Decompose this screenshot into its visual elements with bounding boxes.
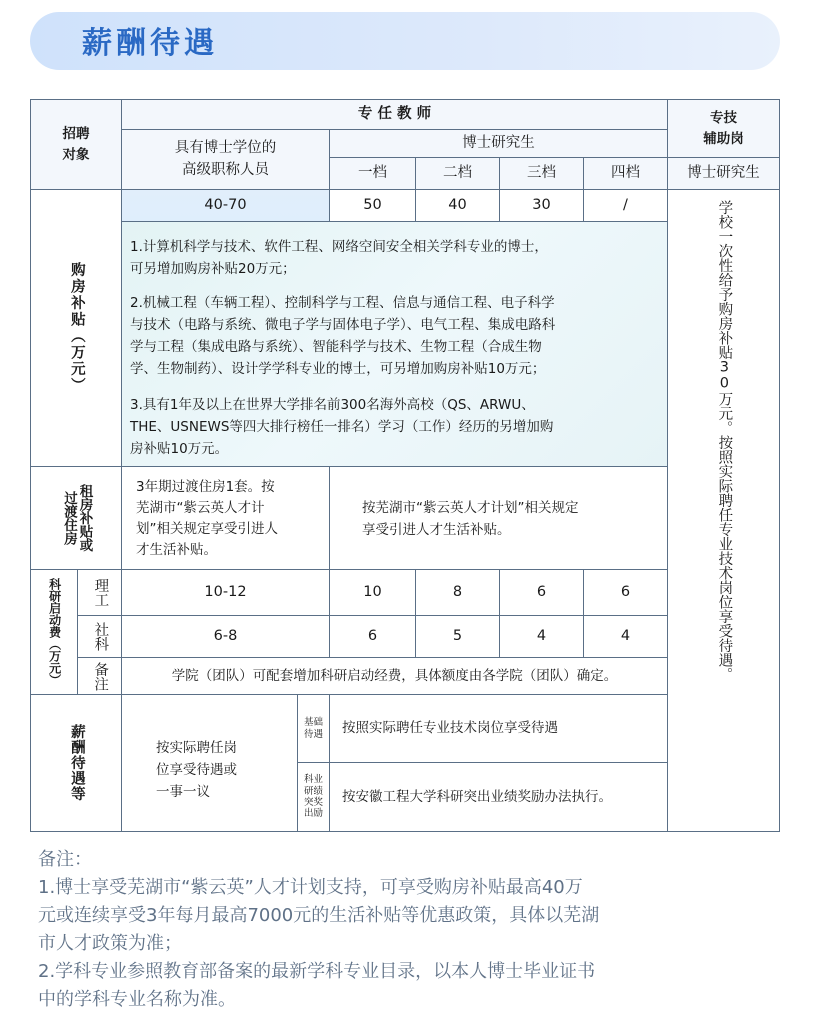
salary-senior-text [156, 737, 237, 803]
salary-award-label-line3: 突奖 [303, 797, 323, 808]
research-remark: 学院（团队）可配套增加科研启动经费，具体额度由各学院（团队）确定。 [121, 657, 668, 695]
housing-note-1-line1: 1.计算机科学与技术、软件工程、网络空间安全相关学科专业的博士， [130, 239, 548, 255]
header-recruit-target-line1: 招聘 [62, 126, 90, 143]
research-soc-tier4: 4 [583, 615, 668, 658]
salary-senior-line1: 按实际聘任岗 [156, 740, 237, 756]
rental-senior-line4: 才生活补贴。 [136, 542, 217, 558]
research-soc-senior: 6-8 [121, 615, 330, 658]
salary-basic: 按照实际聘任专业技术岗位享受待遇 [329, 694, 668, 763]
housing-senior: 40-70 [121, 189, 330, 222]
salary-award-label-line4: 出励 [303, 808, 323, 820]
salary-award-label-line1: 科业 [303, 774, 323, 786]
housing-note-3-line3: 房补贴10万元。 [130, 441, 229, 457]
research-sci-label-text: 理工 [92, 578, 109, 607]
housing-tier4: / [583, 189, 668, 222]
header-tier4: 四档 [583, 157, 668, 190]
rental-senior-text [136, 477, 278, 561]
housing-note-3-line2: THE、USNEWS等四大排行榜任一排名）学习（工作）经历的另增加购 [130, 419, 554, 435]
header-teacher: 专 任 教 师 [121, 99, 668, 130]
header-support-line1: 专技 [710, 110, 737, 127]
salary-award-label-line2: 研绩 [303, 785, 323, 797]
research-sci-tier1: 10 [329, 569, 416, 616]
research-remark-label-text: 备注 [92, 661, 109, 691]
note-1-line1: 1.博士享受芜湖市“紫云英”人才计划支持，可享受购房补贴最高40万 [38, 877, 583, 898]
rental-phd-text [362, 497, 579, 541]
research-sci-senior: 10-12 [121, 569, 330, 616]
housing-tier3: 30 [499, 189, 584, 222]
rental-phd-line1: 按芜湖市“紫云英人才计划”相关规定 [362, 500, 579, 516]
salary-senior-line2: 位享受待遇或 [156, 762, 237, 778]
research-remark-label [77, 657, 122, 695]
note-2-line2: 中的学科专业名称为准。 [38, 989, 236, 1010]
salary-senior [121, 694, 298, 832]
header-tier2: 二档 [415, 157, 500, 190]
housing-note-2-line3: 学与工程（集成电路与系统）、智能科学与技术、生物工程（合成生物 [130, 339, 542, 355]
page-title: 薪酬待遇 [82, 26, 218, 61]
research-soc-label-text: 社科 [92, 622, 109, 651]
housing-note-1-line2: 可另增加购房补贴20万元； [130, 261, 296, 277]
housing-note-3 [130, 394, 553, 460]
research-soc-tier1: 6 [329, 615, 416, 658]
support-benefit-text: 学校一次性给予购房补贴30万元。按照实际聘任专业技术岗位享受待遇。 [716, 200, 733, 682]
header-senior-line1: 具有博士学位的 [174, 139, 277, 156]
housing-note-2 [130, 292, 555, 380]
salary-basic-label-line1: 基础 [303, 717, 323, 729]
housing-note-3-line1: 3.具有1年及以上在世界大学排名前300名海外高校（QS、ARWU、 [130, 397, 535, 413]
housing-label [30, 189, 122, 467]
housing-label-text: 购房补贴（万元） [68, 262, 85, 394]
header-recruit-target-line2: 对象 [62, 146, 90, 163]
header-tier3: 三档 [499, 157, 584, 190]
salary-table [30, 99, 780, 832]
rental-senior-line2: 芜湖市“紫云英人才计 [136, 500, 265, 516]
housing-tier2: 40 [415, 189, 500, 222]
rental-phd-line2: 享受引进人才生活补贴。 [362, 522, 511, 538]
notes-heading: 备注： [38, 849, 92, 870]
rental-label [30, 466, 122, 570]
header-support-line2: 辅助岗 [703, 130, 744, 147]
salary-award-label [297, 762, 330, 832]
header-senior-line2: 高级职称人员 [182, 161, 269, 178]
research-sci-label [77, 569, 122, 616]
housing-note-2-line4: 学、生物制药）、设计学学科专业的博士，可另增加购房补贴10万元； [130, 361, 546, 377]
support-benefit [667, 189, 780, 832]
research-soc-tier3: 4 [499, 615, 584, 658]
research-sci-tier2: 8 [415, 569, 500, 616]
salary-award: 按安徽工程大学科研突出业绩奖励办法执行。 [329, 762, 668, 832]
note-1-line2: 元或连续享受3年每月最高7000元的生活补贴等优惠政策，具体以芜湖 [38, 905, 600, 926]
housing-notes [121, 221, 668, 467]
research-sci-tier4: 6 [583, 569, 668, 616]
rental-senior-line3: 划”相关规定享受引进人 [136, 521, 278, 537]
header-tier1: 一档 [329, 157, 416, 190]
salary-label-text: 薪酬待遇等 [68, 724, 85, 802]
salary-label [30, 694, 122, 832]
notes [38, 846, 790, 1014]
salary-senior-line3: 一事一议 [156, 784, 210, 800]
header-support-phd: 博士研究生 [667, 157, 780, 190]
rental-label-right: 过渡住房 [61, 491, 77, 545]
rental-senior [121, 466, 330, 570]
note-1-line3: 市人才政策为准； [38, 933, 182, 954]
rental-label-left: 租房补贴或 [76, 484, 93, 552]
housing-tier1: 50 [329, 189, 416, 222]
research-soc-label [77, 615, 122, 658]
note-2-line1: 2.学科专业参照教育部备案的最新学科专业目录，以本人博士毕业证书 [38, 961, 596, 982]
research-sci-tier3: 6 [499, 569, 584, 616]
housing-note-1 [130, 236, 548, 280]
salary-basic-label-line2: 待遇 [303, 728, 323, 740]
rental-senior-line1: 3年期过渡住房1套。按 [136, 479, 275, 495]
salary-basic-label [297, 694, 330, 763]
header-phd: 博士研究生 [329, 129, 668, 158]
title-banner [30, 12, 780, 70]
rental-phd [329, 466, 668, 570]
header-senior [121, 129, 330, 190]
header-recruit-target [30, 99, 122, 190]
research-label [30, 569, 78, 695]
housing-note-2-line1: 2.机械工程（车辆工程）、控制科学与工程、信息与通信工程、电子科学 [130, 295, 555, 311]
housing-note-2-line2: 与技术（电路与系统、微电子学与固体电子学）、电气工程、集成电路科 [130, 317, 556, 333]
research-soc-tier2: 5 [415, 615, 500, 658]
research-label-text: 科研启动费（万元） [47, 578, 62, 686]
header-support [667, 99, 780, 158]
